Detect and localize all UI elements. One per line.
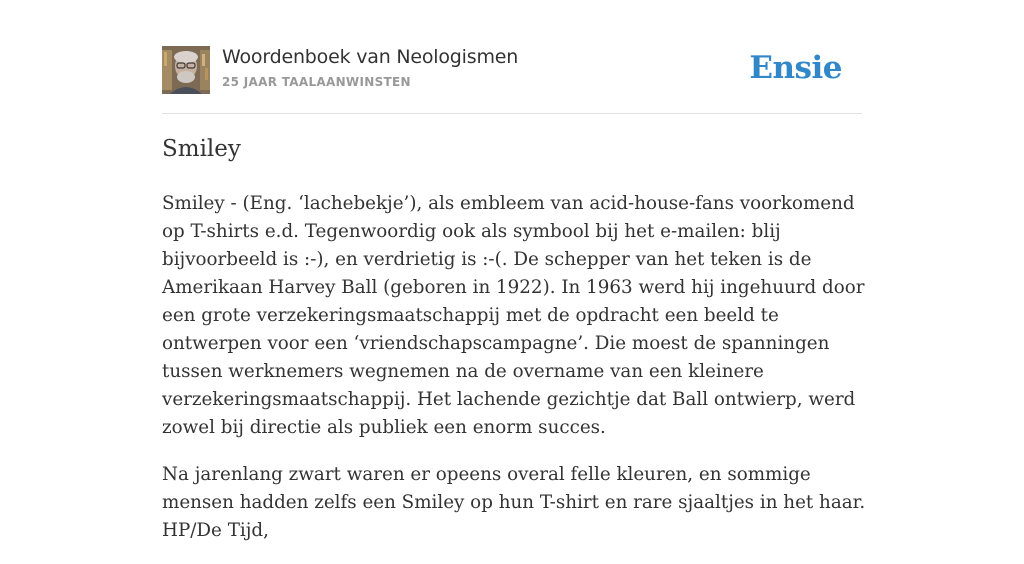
author-avatar[interactable]: [162, 46, 210, 94]
article-body: [162, 190, 867, 564]
site-title[interactable]: Woordenboek van Neologismen: [222, 46, 519, 68]
avatar-portrait-image: [162, 46, 210, 94]
site-header: [162, 46, 862, 96]
article-paragraph-2: Na jarenlang zwart waren er opeens overal felle kleuren, en sommige mensen hadden zelfs een Smiley op hun T-shirt en rare sjaaltjes in het haar. HP/De Tijd,: [162, 464, 866, 541]
header-divider: [162, 113, 862, 114]
article-paragraph-1: Smiley - (Eng. ‘lachebekje’), als embleem van acid-house-fans voorkomend op T-shirts e.d. Tegenwoordig ook als symbool bij het e-mailen: blij bijvoorbeeld is :-), en verdrietig is :-(. De schepper van het teken is de Amerikaan Harvey Ball (geboren in 1922). In 1963 werd hij ingehuurd door een grote verzekeringsmaatschappij met de opdracht een beeld te ontwerpen voor een ‘vriendschapscampagne’. Die moest de spanningen tussen werknemers wegnemen na de overname van een kleinere verzekeringsmaatschappij. Het lachende gezichtje dat Ball ontwierp, werd zowel bij directie als publiek een enorm succes.: [162, 193, 865, 438]
ensie-logo-link[interactable]: Ensie: [749, 50, 842, 86]
article-title: Smiley: [162, 136, 241, 162]
site-subtitle: 25 JAAR TAALAANWINSTEN: [222, 75, 411, 89]
